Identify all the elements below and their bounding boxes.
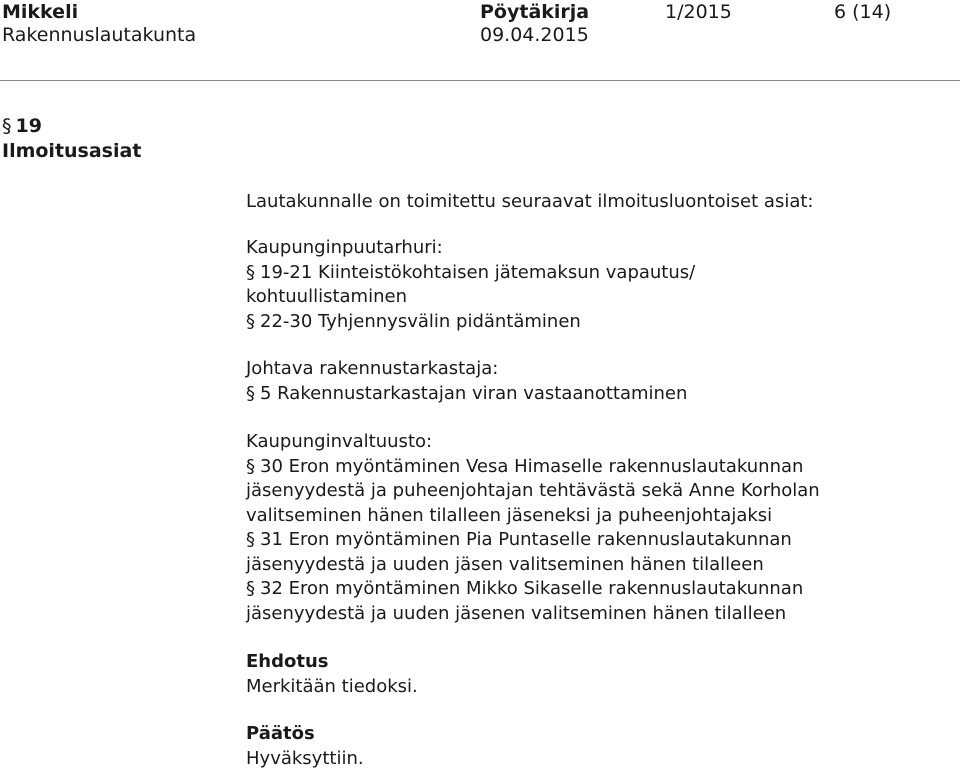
list-item	[246, 455, 956, 480]
list-item-text: kohtuullistaminen	[246, 286, 407, 307]
section-number-value: 19	[15, 115, 42, 137]
list-item-text: 31 Eron myöntäminen Pia Puntaselle rakennuslautakunnan	[260, 529, 792, 550]
page-header	[0, 0, 960, 81]
section-symbol: §	[246, 529, 255, 550]
meeting-date: 09.04.2015	[480, 24, 589, 46]
group-label: Kaupunginvaltuusto:	[246, 431, 433, 452]
proposal-heading: Ehdotus	[246, 651, 329, 672]
page-number: 6 (14)	[834, 1, 892, 23]
list-item-text: 19-21 Kiinteistökohtaisen jätemaksun vapautus/	[260, 261, 696, 283]
list-item	[246, 261, 956, 286]
group-kaupunginvaltuusto	[246, 430, 956, 626]
list-item-text: 22-30 Tyhjennysvälin pidäntäminen	[260, 310, 581, 332]
list-item-text: 30 Eron myöntäminen Vesa Himaselle rakennuslautakunnan	[260, 455, 804, 477]
group-kaupunginpuutarhuri	[246, 236, 956, 334]
section-title: Ilmoitusasiat	[2, 140, 142, 162]
list-item-text: 32 Eron myöntäminen Mikko Sikaselle rakennuslautakunnan	[260, 578, 804, 599]
list-item-continuation	[246, 479, 956, 504]
section-symbol: §	[246, 382, 255, 404]
list-item	[246, 382, 956, 407]
group-label: Kaupunginpuutarhuri:	[246, 237, 443, 258]
list-item-text: 5 Rakennustarkastajan viran vastaanottaminen	[260, 382, 688, 404]
list-item	[246, 310, 956, 335]
section-symbol: §	[246, 578, 255, 599]
list-item-text: valitseminen hänen tilalleen jäseneksi ja puheenjohtajaksi	[246, 504, 773, 526]
section-symbol: §	[246, 455, 255, 477]
proposal-block	[246, 650, 956, 699]
list-item-continuation	[246, 285, 956, 310]
section-number	[2, 114, 42, 138]
organization-name: Mikkeli	[2, 1, 79, 23]
intro-paragraph	[246, 190, 956, 215]
issue-number: 1/2015	[665, 1, 732, 23]
list-item	[246, 577, 956, 602]
intro-text: Lautakunnalle on toimitettu seuraavat ilmoitusluontoiset asiat:	[246, 191, 814, 212]
document-type: Pöytäkirja	[480, 1, 590, 23]
proposal-text: Merkitään tiedoksi.	[246, 675, 418, 697]
section-symbol: §	[2, 115, 12, 137]
decision-heading: Päätös	[246, 723, 315, 744]
list-item-continuation	[246, 602, 956, 627]
group-johtava-rakennustarkastaja	[246, 357, 956, 406]
list-item	[246, 528, 956, 553]
list-item-text: jäsenyydestä ja uuden jäsen valitseminen hänen tilalleen	[246, 553, 764, 575]
list-item-text: jäsenyydestä ja puheenjohtajan tehtävästä sekä Anne Korholan	[246, 480, 820, 501]
list-item-text: jäsenyydestä ja uuden jäsenen valitseminen hänen tilalleen	[246, 602, 787, 624]
section-symbol: §	[246, 261, 255, 283]
board-name: Rakennuslautakunta	[2, 24, 197, 46]
list-item-continuation	[246, 504, 956, 529]
decision-block	[246, 722, 956, 771]
group-label: Johtava rakennustarkastaja:	[246, 358, 499, 379]
section-symbol: §	[246, 310, 255, 332]
list-item-continuation	[246, 553, 956, 578]
decision-text: Hyväksyttiin.	[246, 747, 364, 769]
